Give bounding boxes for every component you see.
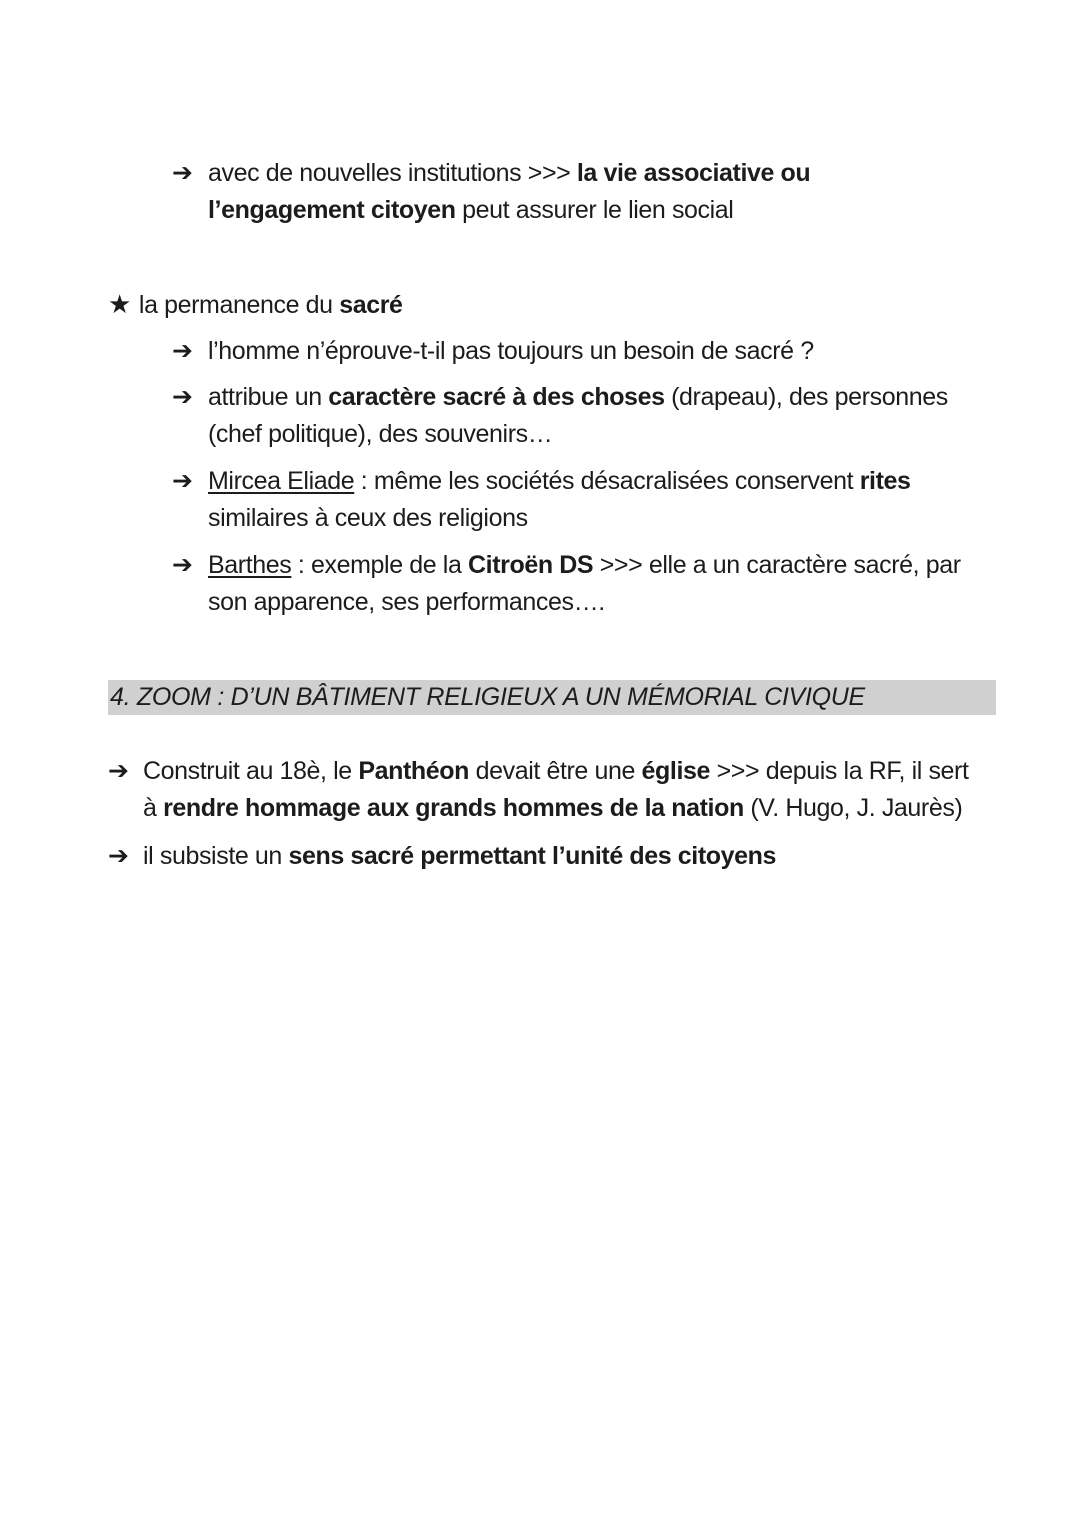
- item-text: Construit au 18è, le: [143, 757, 359, 785]
- item-text: similaires à ceux des religions: [208, 504, 528, 532]
- item-text: l’homme n’éprouve-t-il pas toujours un besoin de sacré ?: [208, 337, 814, 365]
- item-text: (V. Hugo, J. Jaurès): [743, 794, 963, 822]
- item-text: : même les sociétés désacralisées conservent: [354, 467, 860, 495]
- item-bold-text: Citroën DS: [468, 551, 594, 579]
- star-icon: ★: [108, 289, 131, 319]
- arrow-icon: ➔: [172, 551, 193, 579]
- arrow-icon: ➔: [108, 842, 129, 870]
- arrow-icon: ➔: [172, 337, 193, 365]
- list-item-eliade: [172, 463, 932, 537]
- list-item-barthes: [172, 547, 992, 621]
- list-item-caractere-sacre: [172, 379, 992, 453]
- item-text: >>> depuis la RF, il sert à: [143, 757, 969, 822]
- item-bold-text: église: [641, 757, 711, 785]
- item-text: : exemple de la: [291, 551, 468, 579]
- list-item-pantheon: [108, 753, 978, 827]
- item-bold-text: rendre hommage aux grands hommes de la nation: [163, 794, 744, 822]
- list-item-institutions: [172, 155, 972, 229]
- item-text: il subsiste un: [143, 842, 289, 870]
- item-text: peut assurer le lien social: [455, 196, 734, 224]
- list-item-unite-citoyens: [108, 838, 978, 875]
- item-text: devait être une: [469, 757, 642, 785]
- arrow-icon: ➔: [172, 467, 193, 495]
- item-bold-text: rites: [859, 467, 911, 495]
- list-item-besoin-sacre: [172, 333, 992, 370]
- author-barthes-link: Barthes: [208, 551, 292, 579]
- item-bold-text: caractère sacré à des choses: [328, 383, 665, 411]
- item-text: attribue un: [208, 383, 329, 411]
- star-heading-bold: sacré: [339, 291, 403, 319]
- arrow-icon: ➔: [108, 757, 129, 785]
- item-bold-text: la vie associative ou l’engagement citoyen: [208, 159, 811, 224]
- star-heading-text: la permanence du: [138, 291, 340, 319]
- item-text: avec de nouvelles institutions >>>: [208, 159, 577, 187]
- item-bold-text: sens sacré permettant l’unité des citoyens: [288, 842, 777, 870]
- author-eliade-link: Mircea Eliade: [208, 467, 355, 495]
- item-text: >>> elle a un caractère sacré, par son apparence, ses performances….: [208, 551, 961, 616]
- item-text: (drapeau), des personnes (chef politique), des souvenirs…: [208, 383, 948, 448]
- section-heading-zoom: 4. ZOOM : D’UN BÂTIMENT RELIGIEUX A UN MÉMORIAL CIVIQUE: [108, 680, 996, 715]
- star-heading: [108, 286, 403, 324]
- arrow-icon: ➔: [172, 159, 193, 187]
- arrow-icon: ➔: [172, 383, 193, 411]
- item-bold-text: Panthéon: [358, 757, 470, 785]
